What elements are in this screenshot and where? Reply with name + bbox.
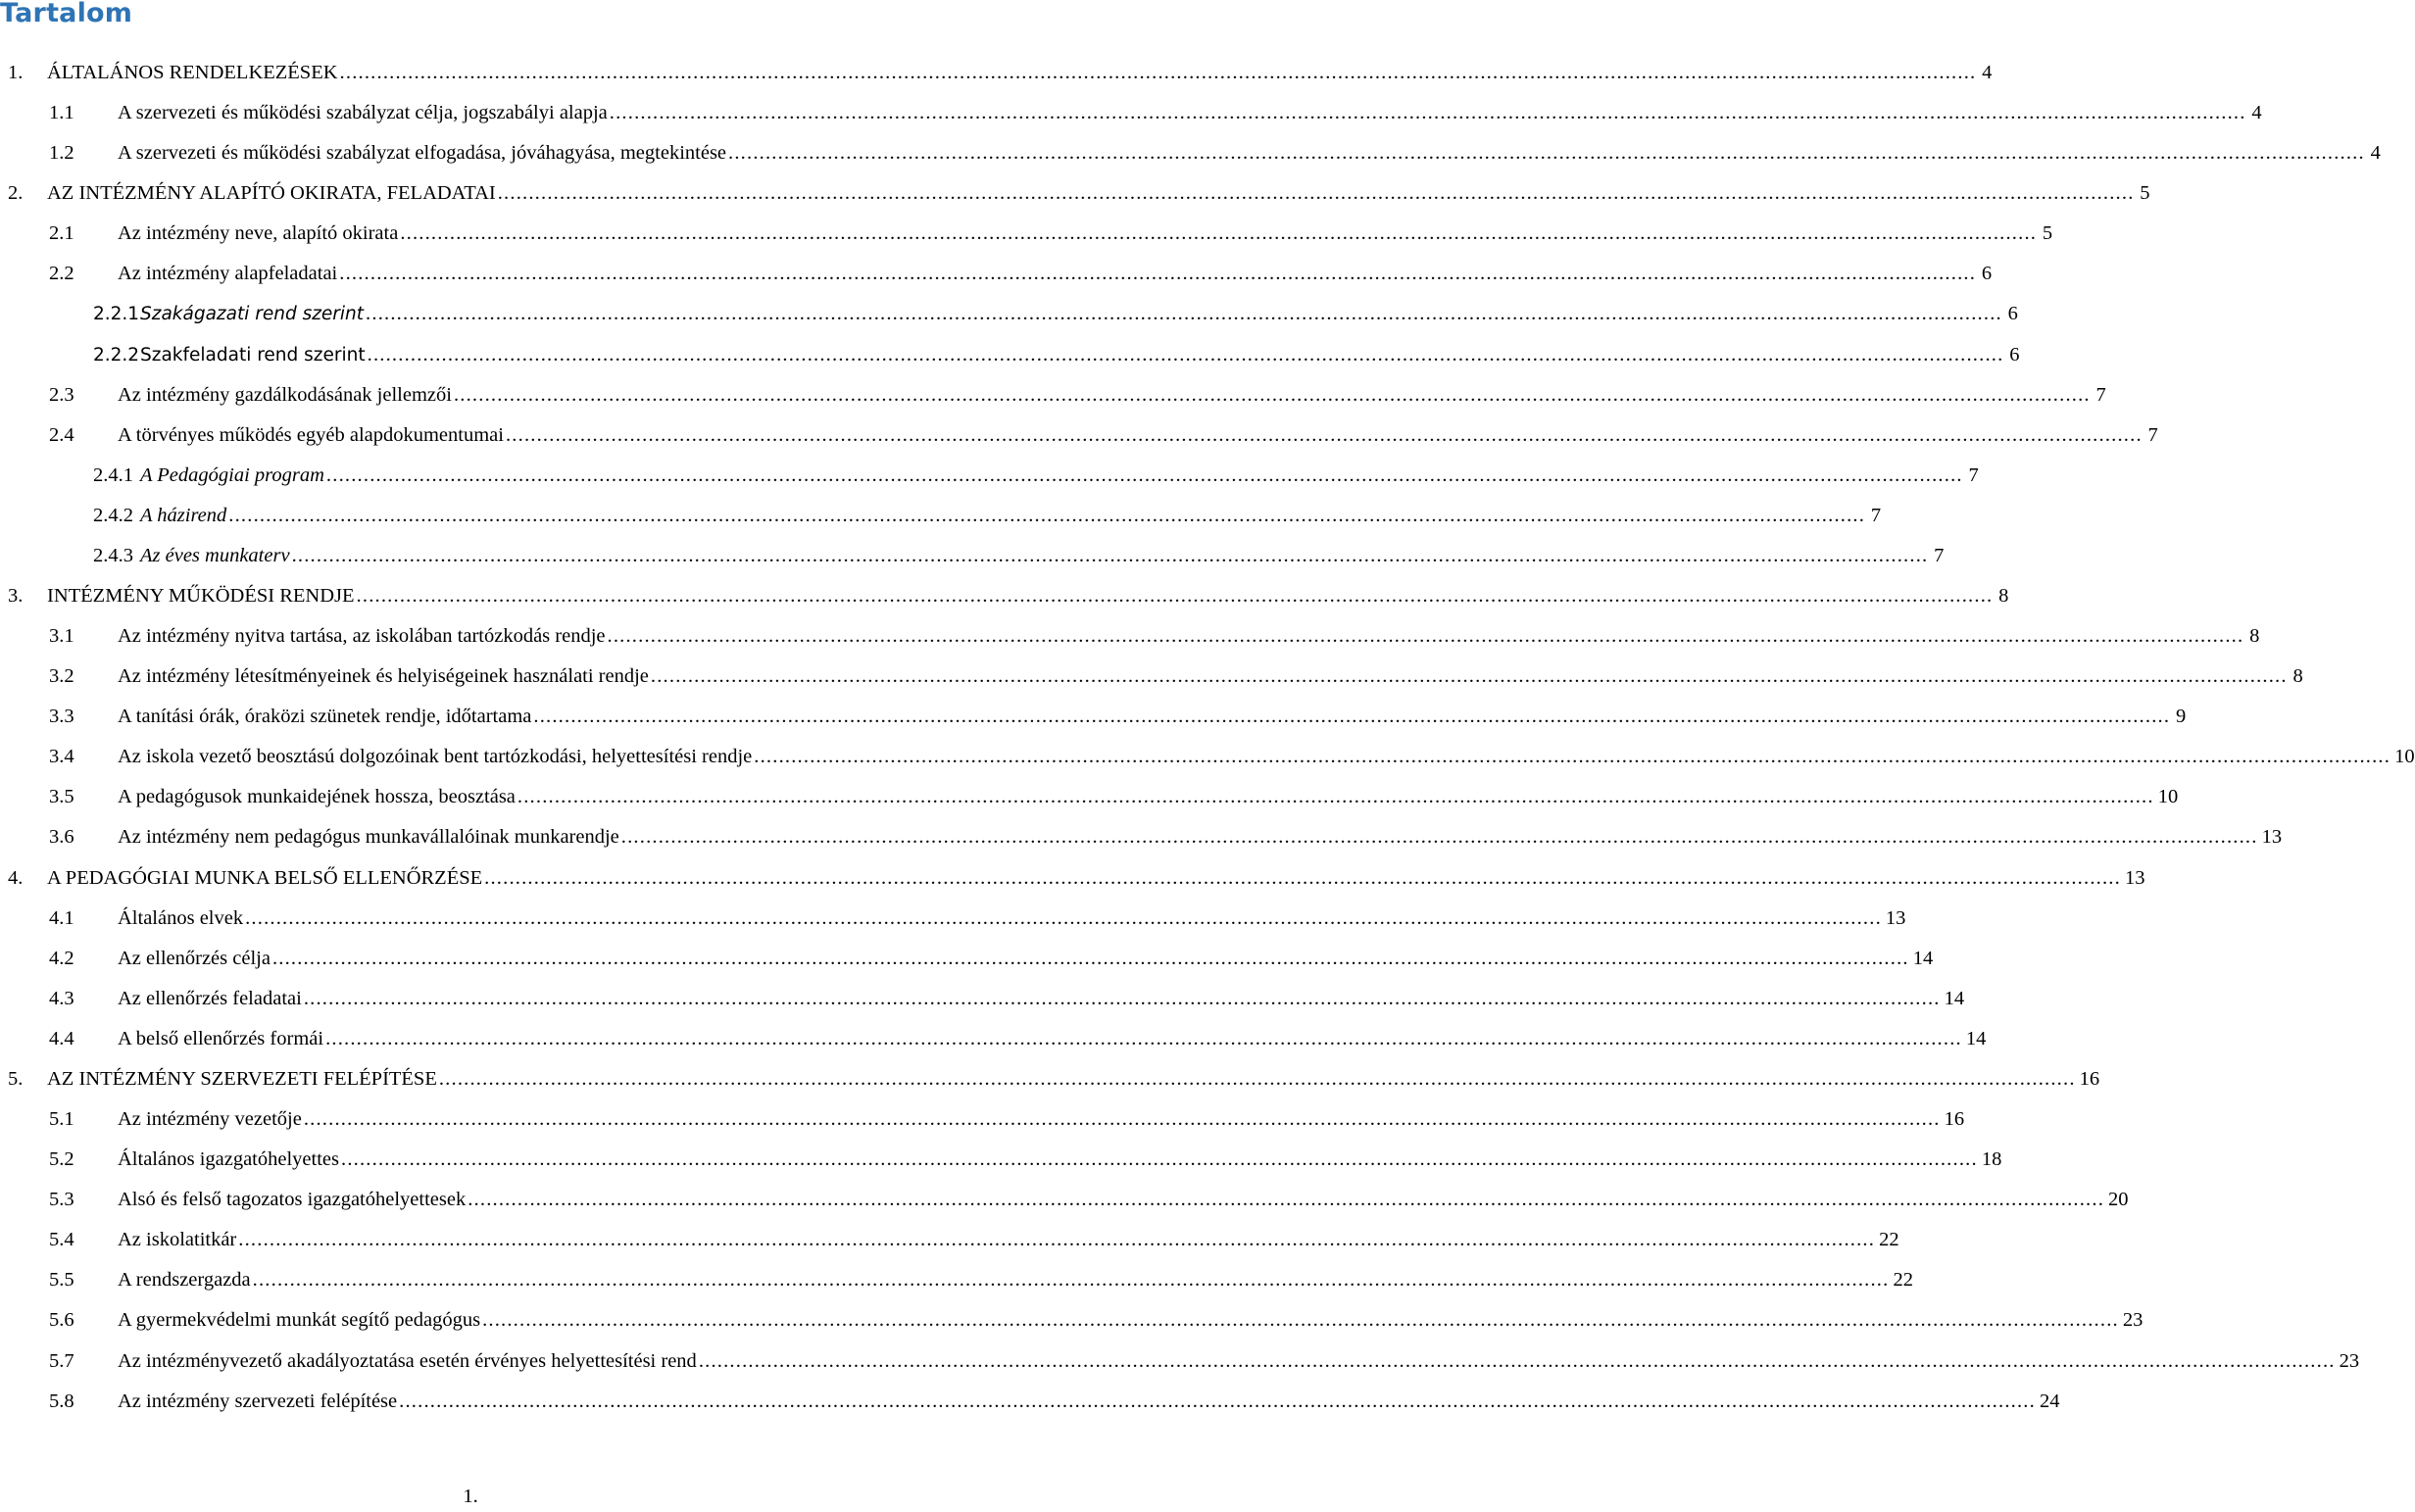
toc-entry-page: 22 — [1879, 1229, 1899, 1251]
toc-entry-label: A PEDAGÓGIAI MUNKA BELSŐ ELLENŐRZÉSE — [47, 858, 484, 899]
toc-entry-number: 1. — [8, 62, 24, 83]
toc-entry-number: 2.3 — [49, 383, 74, 406]
toc-entry-page: 14 — [1912, 947, 1934, 969]
toc-entry-label: Az ellenőrzés feladatai — [118, 979, 304, 1019]
toc-entry[interactable] — [0, 1220, 1899, 1260]
toc-entry-page: 7 — [2095, 383, 2106, 406]
toc-entry-page: 4 — [2370, 142, 2381, 165]
toc-entry-page: 7 — [1968, 463, 1979, 486]
toc-entry-page: 8 — [2292, 665, 2303, 688]
toc-entry-number: 3.4 — [49, 746, 74, 768]
toc-entry-label: A tanítási órák, óraközi szünetek rendje, időtartama — [118, 697, 533, 737]
toc-dot-leader — [468, 1180, 2104, 1220]
toc-entry-label: INTÉZMÉNY MŰKÖDÉSI RENDJE — [47, 576, 357, 616]
toc-title: Tartalom — [0, 0, 133, 28]
toc-dot-leader — [339, 254, 1976, 294]
toc-entry-page: 24 — [2039, 1390, 2060, 1412]
toc-entry-number: 2.2 — [49, 263, 74, 285]
toc-entry-number: 5.2 — [49, 1148, 74, 1171]
toc-entry-label: A pedagógusok munkaidejének hossza, beosztása — [118, 777, 518, 817]
toc-dot-leader — [608, 616, 2244, 657]
toc-entry[interactable] — [0, 335, 2020, 375]
toc-entry-label: AZ INTÉZMÉNY SZERVEZETI FELÉPÍTÉSE — [47, 1059, 439, 1099]
toc-entry[interactable] — [0, 1099, 1965, 1140]
toc-entry[interactable] — [0, 817, 2283, 857]
toc-dot-leader — [518, 777, 2154, 817]
toc-entry[interactable] — [0, 616, 2260, 657]
toc-entry-label: Az intézményvezető akadályoztatása esetén érvényes helyettesítési rend — [118, 1341, 699, 1382]
toc-entry-label: Az éves munkaterv — [140, 536, 292, 576]
toc-entry[interactable] — [0, 214, 2053, 254]
toc-entry-page: 6 — [2009, 343, 2020, 366]
toc-entry-number: 1.2 — [49, 142, 74, 165]
toc-dot-leader — [304, 1099, 1941, 1140]
toc-dot-leader — [754, 737, 2390, 777]
toc-entry-number: 5. — [8, 1067, 24, 1090]
toc-entry-number: 4.4 — [49, 1027, 74, 1049]
toc-dot-leader — [482, 1300, 2119, 1341]
toc-entry-page: 16 — [2079, 1067, 2100, 1090]
toc-entry-label: A rendszergazda — [118, 1260, 253, 1300]
toc-entry-number: 5.5 — [49, 1269, 74, 1292]
toc-entry[interactable] — [0, 496, 1882, 536]
toc-entry-label: AZ INTÉZMÉNY ALAPÍTÓ OKIRATA, FELADATAI — [47, 173, 498, 214]
toc-entry-label: Az intézmény gazdálkodásának jellemzői — [118, 375, 454, 415]
toc-entry[interactable] — [0, 979, 1965, 1019]
toc-entry-label: Az intézmény szervezeti felépítése — [118, 1382, 399, 1422]
toc-entry[interactable] — [0, 1260, 1913, 1300]
toc-entry-page: 22 — [1893, 1269, 1913, 1292]
toc-entry-number: 5.3 — [49, 1189, 74, 1211]
toc-entry-number: 5.7 — [49, 1349, 74, 1372]
toc-entry-number: 2.4 — [49, 423, 74, 446]
toc-entry-page: 6 — [2007, 303, 2018, 325]
toc-entry-number: 2. — [8, 182, 24, 205]
toc-dot-leader — [341, 1140, 1978, 1180]
toc-entry-number: 2.1 — [49, 222, 74, 245]
toc-dot-leader — [399, 1382, 2036, 1422]
toc-dot-leader — [326, 456, 1963, 496]
toc-entry-page: 13 — [2124, 866, 2145, 889]
toc-entry[interactable] — [0, 1059, 2100, 1099]
toc-dot-leader — [304, 979, 1941, 1019]
toc-entry-page: 7 — [2147, 423, 2158, 446]
toc-entry[interactable] — [0, 939, 1934, 979]
toc-entry-page: 5 — [2042, 222, 2053, 245]
toc-entry-label: Szakfeladati rend szerint — [140, 335, 368, 375]
toc-entry[interactable] — [0, 294, 2018, 334]
toc-entry[interactable] — [0, 456, 1979, 496]
toc-entry-page: 16 — [1944, 1108, 1965, 1131]
toc-dot-leader — [253, 1260, 1890, 1300]
toc-dot-leader — [651, 657, 2288, 697]
toc-entry-page: 4 — [1982, 62, 1993, 83]
toc-entry-label: A szervezeti és működési szabályzat elfogadása, jóváhagyása, megtekintése — [118, 133, 728, 173]
toc-dot-leader — [272, 939, 1909, 979]
toc-entry-page: 10 — [2394, 746, 2415, 768]
toc-entry-label: A házirend — [140, 496, 228, 536]
toc-dot-leader — [366, 294, 2002, 334]
toc-dot-leader — [454, 375, 2091, 415]
toc-dot-leader — [699, 1341, 2336, 1382]
toc-entry-label: A törvényes működés egyéb alapdokumentumai — [118, 415, 506, 456]
toc-dot-leader — [245, 899, 1882, 939]
toc-entry-label: A szervezeti és működési szabályzat célja, jogszabályi alapja — [118, 93, 610, 133]
toc-entry[interactable] — [0, 697, 2187, 737]
toc-entry-label: Alsó és felső tagozatos igazgatóhelyettesek — [118, 1180, 468, 1220]
toc-dot-leader — [340, 53, 1977, 93]
toc-entry-page: 8 — [2249, 625, 2260, 648]
toc-entry[interactable] — [0, 53, 1993, 93]
toc-dot-leader — [484, 858, 2121, 899]
toc-entry-page: 14 — [1944, 987, 1965, 1009]
toc-entry-number: 5.4 — [49, 1229, 74, 1251]
toc-dot-leader — [357, 576, 1994, 616]
toc-entry-number: 3.1 — [49, 625, 74, 648]
toc-entry-page: 8 — [1998, 585, 2009, 608]
toc-entry-number: 4. — [8, 866, 24, 889]
toc-entry-label: Szakágazati rend szerint — [140, 294, 366, 334]
toc-entry-label: Az intézmény neve, alapító okirata — [118, 214, 400, 254]
toc-entry[interactable] — [0, 1300, 2144, 1341]
toc-entry-label: A gyermekvédelmi munkát segítő pedagógus — [118, 1300, 482, 1341]
toc-entry-label: Az intézmény vezetője — [118, 1099, 304, 1140]
toc-entry[interactable] — [0, 576, 2009, 616]
toc-entry-page: 13 — [1885, 906, 1906, 929]
toc-dot-leader — [400, 214, 2037, 254]
toc-entry-number: 2.4.3 — [93, 544, 133, 566]
toc-entry[interactable] — [0, 133, 2381, 173]
toc-entry-number: 2.4.1 — [93, 463, 133, 486]
toc-dot-leader — [439, 1059, 2076, 1099]
toc-entry-label: Az intézmény nem pedagógus munkavállalóinak munkarendje — [118, 817, 621, 857]
toc-entry-number: 2.2.1 — [93, 304, 140, 325]
toc-entry-number: 3. — [8, 585, 24, 608]
toc-entry-page: 14 — [1965, 1027, 1987, 1049]
toc-dot-leader — [292, 536, 1929, 576]
toc-entry-label: A Pedagógiai program — [140, 456, 326, 496]
toc-entry-page: 23 — [2122, 1309, 2144, 1332]
toc-entry[interactable] — [0, 93, 2262, 133]
toc-entry-label: ÁLTALÁNOS RENDELKEZÉSEK — [47, 53, 340, 93]
toc-entry-number: 1.1 — [49, 102, 74, 124]
toc-entry[interactable] — [0, 1180, 2129, 1220]
toc-entry[interactable] — [0, 173, 2150, 214]
toc-entry-label: Általános igazgatóhelyettes — [118, 1140, 341, 1180]
toc-entry[interactable] — [0, 899, 1906, 939]
toc-entry[interactable] — [0, 1341, 2360, 1382]
toc-dot-leader — [498, 173, 2135, 214]
toc-entry-page: 18 — [1981, 1148, 2002, 1171]
toc-entry-page: 10 — [2157, 786, 2179, 808]
toc-entry[interactable] — [0, 536, 1945, 576]
page-number: 1. — [463, 1486, 478, 1507]
toc-entry-number: 3.5 — [49, 786, 74, 808]
toc-dot-leader — [610, 93, 2246, 133]
toc-entry-page: 4 — [2251, 102, 2262, 124]
toc-entry-label: Az ellenőrzés célja — [118, 939, 272, 979]
toc-entry-label: Általános elvek — [118, 899, 245, 939]
toc-entry-number: 3.3 — [49, 706, 74, 728]
toc-entry-page: 13 — [2261, 826, 2283, 849]
toc-entry-number: 3.6 — [49, 826, 74, 849]
toc-entry[interactable] — [0, 254, 1993, 294]
toc-dot-leader — [368, 335, 2004, 375]
toc-dot-leader — [238, 1220, 1875, 1260]
toc-dot-leader — [728, 133, 2365, 173]
toc-entry-page: 9 — [2175, 706, 2187, 728]
toc-entry-label: A belső ellenőrzés formái — [118, 1019, 325, 1059]
toc-entry-number: 5.1 — [49, 1108, 74, 1131]
toc-dot-leader — [228, 496, 1865, 536]
toc-entry-number: 5.6 — [49, 1309, 74, 1332]
toc-entry[interactable] — [0, 415, 2158, 456]
toc-entry[interactable] — [0, 737, 2415, 777]
toc-dot-leader — [325, 1019, 1962, 1059]
toc-entry[interactable] — [0, 375, 2106, 415]
toc-dot-leader — [621, 817, 2258, 857]
toc-entry-number: 4.3 — [49, 987, 74, 1009]
toc-entry-page: 20 — [2108, 1189, 2129, 1211]
table-of-contents — [0, 53, 2415, 1422]
toc-entry-label: Az intézmény nyitva tartása, az iskolában tartózkodás rendje — [118, 616, 608, 657]
toc-entry-label: Az iskola vezető beosztású dolgozóinak bent tartózkodási, helyettesítési rendje — [118, 737, 754, 777]
toc-entry-page: 23 — [2339, 1349, 2360, 1372]
toc-entry-number: 3.2 — [49, 665, 74, 688]
toc-entry[interactable] — [0, 657, 2303, 697]
toc-entry-number: 4.1 — [49, 906, 74, 929]
toc-entry-label: Az intézmény létesítményeinek és helyiségeinek használati rendje — [118, 657, 651, 697]
toc-entry-label: Az iskolatitkár — [118, 1220, 238, 1260]
toc-entry[interactable] — [0, 777, 2179, 817]
toc-entry-number: 5.8 — [49, 1390, 74, 1412]
toc-entry[interactable] — [0, 1140, 2002, 1180]
toc-entry-number: 4.2 — [49, 947, 74, 969]
toc-dot-leader — [506, 415, 2143, 456]
toc-entry[interactable] — [0, 1019, 1987, 1059]
toc-entry[interactable] — [0, 1382, 2060, 1422]
toc-entry-label: Az intézmény alapfeladatai — [118, 254, 339, 294]
toc-entry-number: 2.2.2 — [93, 344, 140, 366]
toc-entry[interactable] — [0, 858, 2145, 899]
toc-entry-page: 5 — [2140, 182, 2150, 205]
toc-dot-leader — [533, 697, 2170, 737]
toc-entry-number: 2.4.2 — [93, 504, 133, 526]
toc-entry-page: 7 — [1870, 504, 1882, 526]
toc-entry-page: 6 — [1981, 263, 1993, 285]
toc-entry-page: 7 — [1934, 544, 1945, 566]
